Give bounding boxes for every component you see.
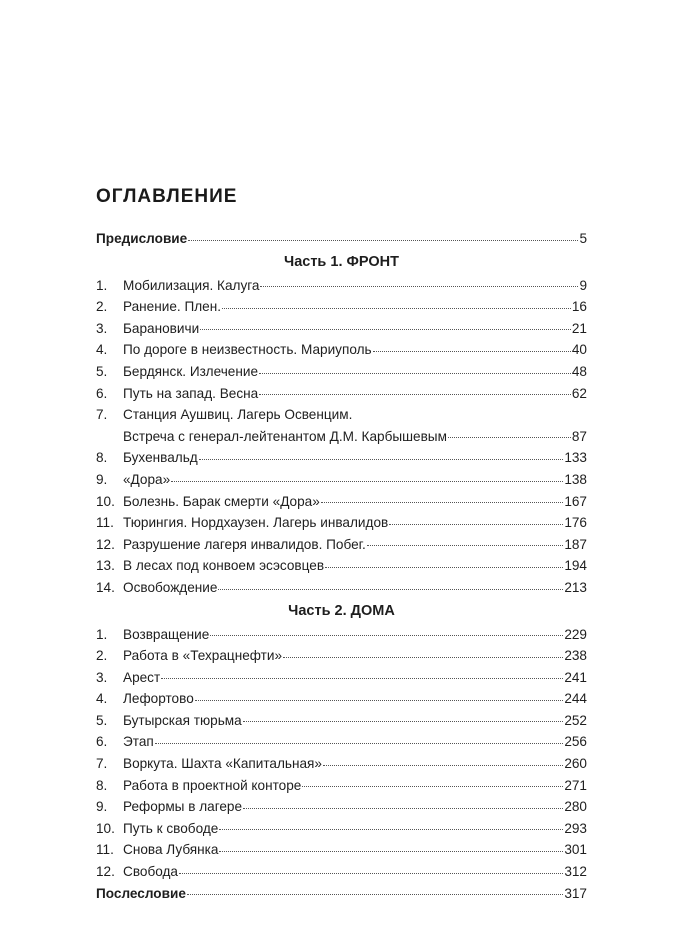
toc-entry-title: Реформы в лагере <box>123 799 243 815</box>
dot-leader <box>171 480 563 482</box>
toc-entry-page: 187 <box>564 536 587 552</box>
toc-entry[interactable] <box>96 383 587 405</box>
toc-entry-page: 241 <box>564 669 587 685</box>
toc-entry-number: 4. <box>96 691 108 707</box>
toc-entry-title-continued: Встреча с генерал-лейтенантом Д.М. Карбышевым <box>123 428 447 444</box>
toc-entry-page: 317 <box>564 885 587 901</box>
toc-entry[interactable] <box>96 624 587 646</box>
dot-leader <box>218 588 563 590</box>
toc-entry-title: В лесах под конвоем эсэсовцев <box>123 558 325 574</box>
toc-entry[interactable] <box>96 318 587 340</box>
toc-entry[interactable] <box>96 667 587 689</box>
toc-entry[interactable] <box>96 731 587 753</box>
toc-entry-title: Лефортово <box>123 691 194 707</box>
part-title: Часть 2. ДОМА <box>288 602 395 619</box>
toc-entry-page: 260 <box>564 756 587 772</box>
toc-entry-page: 176 <box>564 515 587 531</box>
dot-leader <box>283 656 563 658</box>
dot-leader <box>389 523 563 525</box>
toc-entry-title: Освобождение <box>123 579 218 595</box>
toc-entry[interactable] <box>96 796 587 818</box>
toc-entry-number: 5. <box>96 363 108 379</box>
dot-leader <box>219 850 563 852</box>
toc-entry-number: 1. <box>96 626 108 642</box>
toc-entry-page: 293 <box>564 820 587 836</box>
dot-leader <box>219 828 563 830</box>
toc-entry-title: Разрушение лагеря инвалидов. Побег. <box>123 536 366 552</box>
dot-leader <box>260 285 578 287</box>
toc-entry[interactable] <box>96 861 587 883</box>
page-title: ОГЛАВЛЕНИЕ <box>96 186 238 207</box>
toc-entry-title: Предисловие <box>96 231 188 246</box>
toc-entry-page: 167 <box>564 493 587 509</box>
dot-leader <box>222 307 571 309</box>
part-title: Часть 1. ФРОНТ <box>284 253 399 270</box>
part-heading-front <box>96 250 587 275</box>
toc-entry[interactable] <box>96 555 587 577</box>
dot-leader <box>321 501 564 503</box>
toc-entry[interactable] <box>96 469 587 491</box>
toc-entry-page: 138 <box>564 471 587 487</box>
toc-entry-title: Снова Лубянка <box>123 842 219 858</box>
toc-entry-number: 11. <box>96 515 114 531</box>
toc-entry-page: 271 <box>564 777 587 793</box>
dot-leader <box>188 239 578 241</box>
toc-entry-page: 301 <box>564 842 587 858</box>
toc-entry-page: 213 <box>564 579 587 595</box>
toc-entry-page: 194 <box>564 558 587 574</box>
dot-leader <box>161 677 563 679</box>
dot-leader <box>302 785 563 787</box>
dot-leader <box>243 720 564 722</box>
toc-entry-page: 256 <box>564 734 587 750</box>
toc-entry-number: 1. <box>96 277 108 293</box>
dot-leader <box>155 742 564 744</box>
toc-entry[interactable] <box>96 645 587 667</box>
toc-entry[interactable] <box>96 361 587 383</box>
toc-entry-number: 8. <box>96 777 108 793</box>
dot-leader <box>210 634 563 636</box>
toc-entry[interactable] <box>96 491 587 513</box>
dot-leader <box>367 544 564 546</box>
toc-entry-number: 11. <box>96 842 114 858</box>
toc-entry[interactable] <box>96 534 587 556</box>
dot-leader <box>199 458 564 460</box>
dot-leader <box>373 350 571 352</box>
dot-leader <box>448 436 571 438</box>
toc-entry-number: 10. <box>96 493 115 509</box>
toc-entry-number: 3. <box>96 669 108 685</box>
toc-entry[interactable] <box>96 512 587 534</box>
toc-entry[interactable] <box>96 404 587 447</box>
toc-entry-page: 48 <box>571 363 587 379</box>
toc-entry-page: 252 <box>564 712 587 728</box>
toc-entry-title: Бердянск. Излечение <box>123 363 259 379</box>
toc-entry-number: 10. <box>96 820 115 836</box>
toc-entry-page: 133 <box>564 450 587 466</box>
dot-leader <box>187 893 563 895</box>
toc-entry-number: 5. <box>96 712 108 728</box>
toc-entry-title: Работа в «Техрацнефти» <box>123 648 283 664</box>
toc-entry-afterword[interactable] <box>96 883 587 905</box>
part2-list <box>96 624 587 883</box>
toc-entry-page: 238 <box>564 648 587 664</box>
toc-entry[interactable] <box>96 753 587 775</box>
toc-entry[interactable] <box>96 688 587 710</box>
toc-entry-title: Работа в проектной конторе <box>123 777 302 793</box>
toc-entry-title: Бухенвальд <box>123 450 198 466</box>
dot-leader <box>195 699 564 701</box>
toc-entry-number: 3. <box>96 320 108 336</box>
toc-entry[interactable] <box>96 275 587 297</box>
table-of-contents <box>96 228 587 904</box>
part1-list <box>96 275 587 599</box>
toc-entry-title: Свобода <box>123 864 178 880</box>
dot-leader <box>200 328 571 330</box>
toc-entry-number: 13. <box>96 558 115 574</box>
toc-entry-number: 8. <box>96 450 108 466</box>
toc-entry[interactable] <box>96 339 587 361</box>
dot-leader <box>323 764 563 766</box>
toc-entry-title: Станция Аушвиц. Лагерь Освенцим. <box>123 407 353 423</box>
toc-entry-title: Болезнь. Барак смерти «Дора» <box>123 493 320 509</box>
toc-entry[interactable] <box>96 710 587 732</box>
toc-entry-number: 2. <box>96 648 108 664</box>
toc-entry-title: Мобилизация. Калуга <box>123 277 260 293</box>
toc-entry[interactable] <box>96 447 587 469</box>
part-heading-home <box>96 599 587 624</box>
toc-entry-title: Послесловие <box>96 885 186 901</box>
toc-entry-number: 7. <box>96 407 108 423</box>
toc-entry-title: По дороге в неизвестность. Мариуполь <box>123 342 372 358</box>
toc-entry-page: 16 <box>571 299 587 315</box>
toc-entry[interactable] <box>96 296 587 318</box>
toc-entry-number: 2. <box>96 299 108 315</box>
toc-entry-title: Путь к свободе <box>123 820 219 836</box>
dot-leader <box>243 807 563 809</box>
toc-entry-title: Бутырская тюрьма <box>123 712 242 728</box>
toc-entry-title: Воркута. Шахта «Капитальная» <box>123 756 322 772</box>
toc-entry[interactable] <box>96 818 587 840</box>
dot-leader <box>179 872 563 874</box>
toc-entry-title: «Дора» <box>123 471 171 487</box>
toc-entry-number: 14. <box>96 579 115 595</box>
toc-entry-preface[interactable] <box>96 228 587 250</box>
dot-leader <box>325 566 563 568</box>
toc-entry-number: 12. <box>96 536 115 552</box>
toc-entry-number: 4. <box>96 342 108 358</box>
toc-entry-page: 62 <box>571 385 587 401</box>
toc-entry-title: Путь на запад. Весна <box>123 385 259 401</box>
toc-entry-number: 7. <box>96 756 108 772</box>
toc-entry-title: Арест <box>123 669 161 685</box>
toc-entry-page: 5 <box>579 231 587 246</box>
toc-entry-number: 12. <box>96 864 115 880</box>
toc-entry-title: Возвращение <box>123 626 210 642</box>
toc-entry-title: Ранение. Плен. <box>123 299 222 315</box>
toc-entry-title: Барановичи <box>123 320 200 336</box>
toc-entry[interactable] <box>96 839 587 861</box>
toc-entry-number: 6. <box>96 385 108 401</box>
toc-entry-number: 9. <box>96 799 108 815</box>
toc-entry[interactable] <box>96 775 587 797</box>
toc-entry-page: 244 <box>564 691 587 707</box>
toc-entry-title: Этап <box>123 734 154 750</box>
toc-entry-page: 280 <box>564 799 587 815</box>
toc-entry-page: 229 <box>564 626 587 642</box>
toc-entry-page: 87 <box>571 428 587 444</box>
toc-entry-page: 312 <box>564 864 587 880</box>
dot-leader <box>259 372 571 374</box>
toc-entry-page: 40 <box>571 342 587 358</box>
toc-entry-page: 21 <box>571 320 587 336</box>
toc-entry-number: 9. <box>96 471 108 487</box>
toc-entry-number: 6. <box>96 734 108 750</box>
toc-entry[interactable] <box>96 577 587 599</box>
toc-entry-title: Тюрингия. Нордхаузен. Лагерь инвалидов <box>123 515 389 531</box>
dot-leader <box>259 393 571 395</box>
toc-entry-page: 9 <box>579 277 587 293</box>
